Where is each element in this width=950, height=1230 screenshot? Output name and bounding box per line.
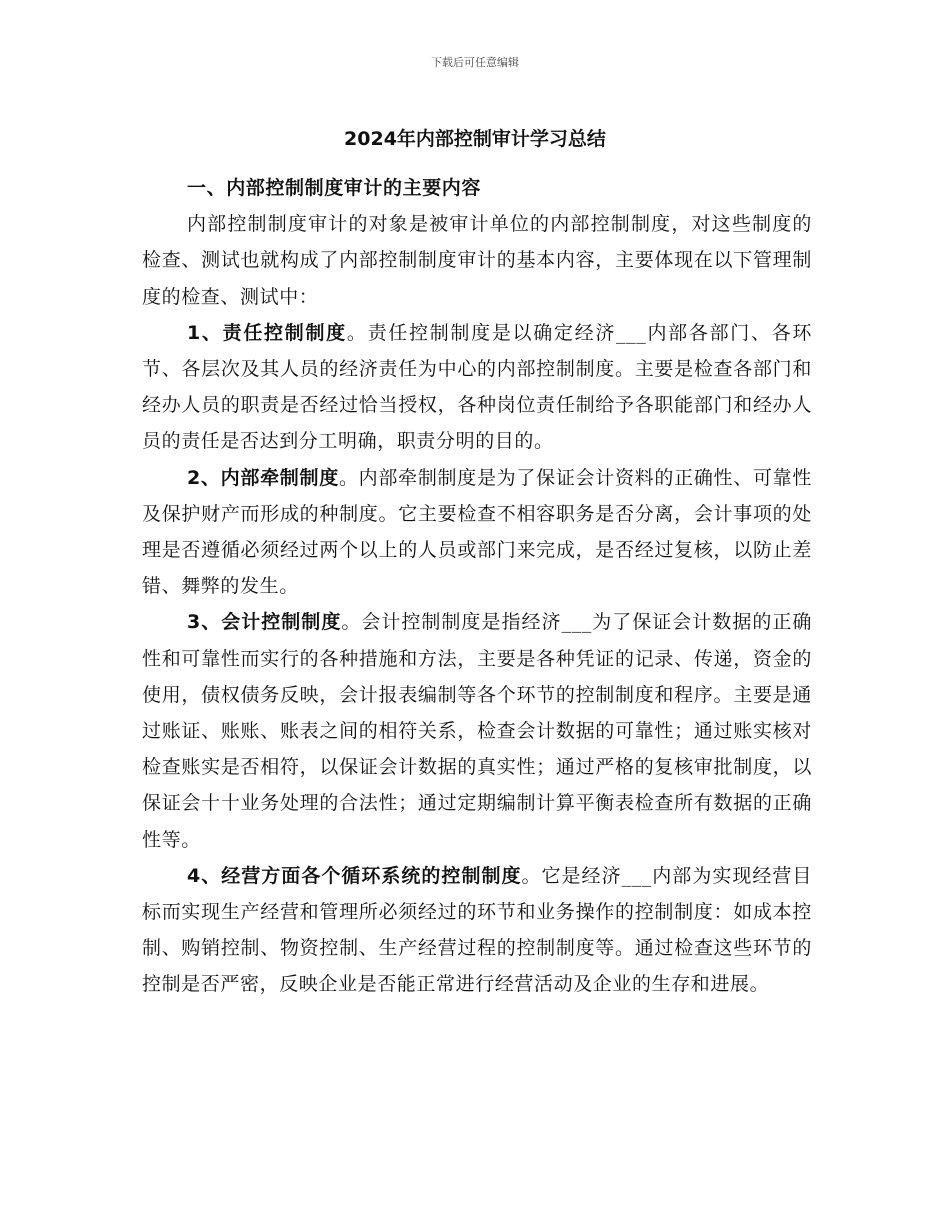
item-text: 。内部牵制制度是为了保证会计资料的正确性、可靠性及保护财产而形成的种制度。它主要检查不相容职务是否分离，会计事项的处理是否遵循必须经过两个以上的人员或部门来完成，是否经过复核，以防止差错、舞弊的发生。 <box>142 466 812 598</box>
item-lead: 4、经营方面各个循环系统的控制制度 <box>187 864 522 887</box>
item-text: 。它是经济___内部为实现经营目标而实现生产经营和管理所必须经过的环节和业务操作的控制制度：如成本控制、购销控制、物资控制、生产经营过程的控制制度等。通过检查这些环节的控制是否严密，反映企业是否能正常进行经营活动及企业的生存和进展。 <box>142 864 813 996</box>
item-paragraph-accounting-control <box>142 604 812 857</box>
item-text: 。责任控制制度是以确定经济___内部各部门、各环节、各层次及其人员的经济责任为中心的内部控制制度。主要是检查各部门和经办人员的职责是否经过恰当授权，各种岗位责任制给予各职能部门和经办人员的责任是否达到分工明确，职责分明的目的。 <box>142 321 812 453</box>
document-title: 2024年内部控制审计学习总结 <box>344 128 606 150</box>
item-lead: 2、内部牵制制度 <box>187 466 339 489</box>
item-paragraph-responsibility <box>142 315 812 460</box>
intro-paragraph: 内部控制制度审计的对象是被审计单位的内部控制制度，对这些制度的检查、测试也就构成了内部控制制度审计的基本内容，主要体现在以下管理制度的检查、测试中： <box>142 213 812 308</box>
page-header-note: 下载后可任意编辑 <box>431 56 519 69</box>
item-paragraph-internal-check <box>142 460 812 605</box>
item-lead: 3、会计控制制度 <box>187 611 342 634</box>
section-heading: 一、内部控制制度审计的主要内容 <box>187 177 482 199</box>
item-text: 。会计控制制度是指经济___为了保证会计数据的正确性和可靠性而实行的各种措施和方法，主要是各种凭证的记录、传递，资金的使用，债权债务反映，会计报表编制等各个环节的控制制度和程序。主要是通过账证、账账、账表之间的相符关系，检查会计数据的可靠性；通过账实核对检查账实是否相符，以保证会计数据的真实性；通过严格的复核审批制度，以保证会十十业务处理的合法性；通过定期编制计算平衡表检查所有数据的正确性等。 <box>142 611 812 851</box>
item-paragraph-operating-cycle <box>142 858 812 1003</box>
document-body <box>142 170 812 1003</box>
item-lead: 1、责任控制制度 <box>187 321 347 344</box>
